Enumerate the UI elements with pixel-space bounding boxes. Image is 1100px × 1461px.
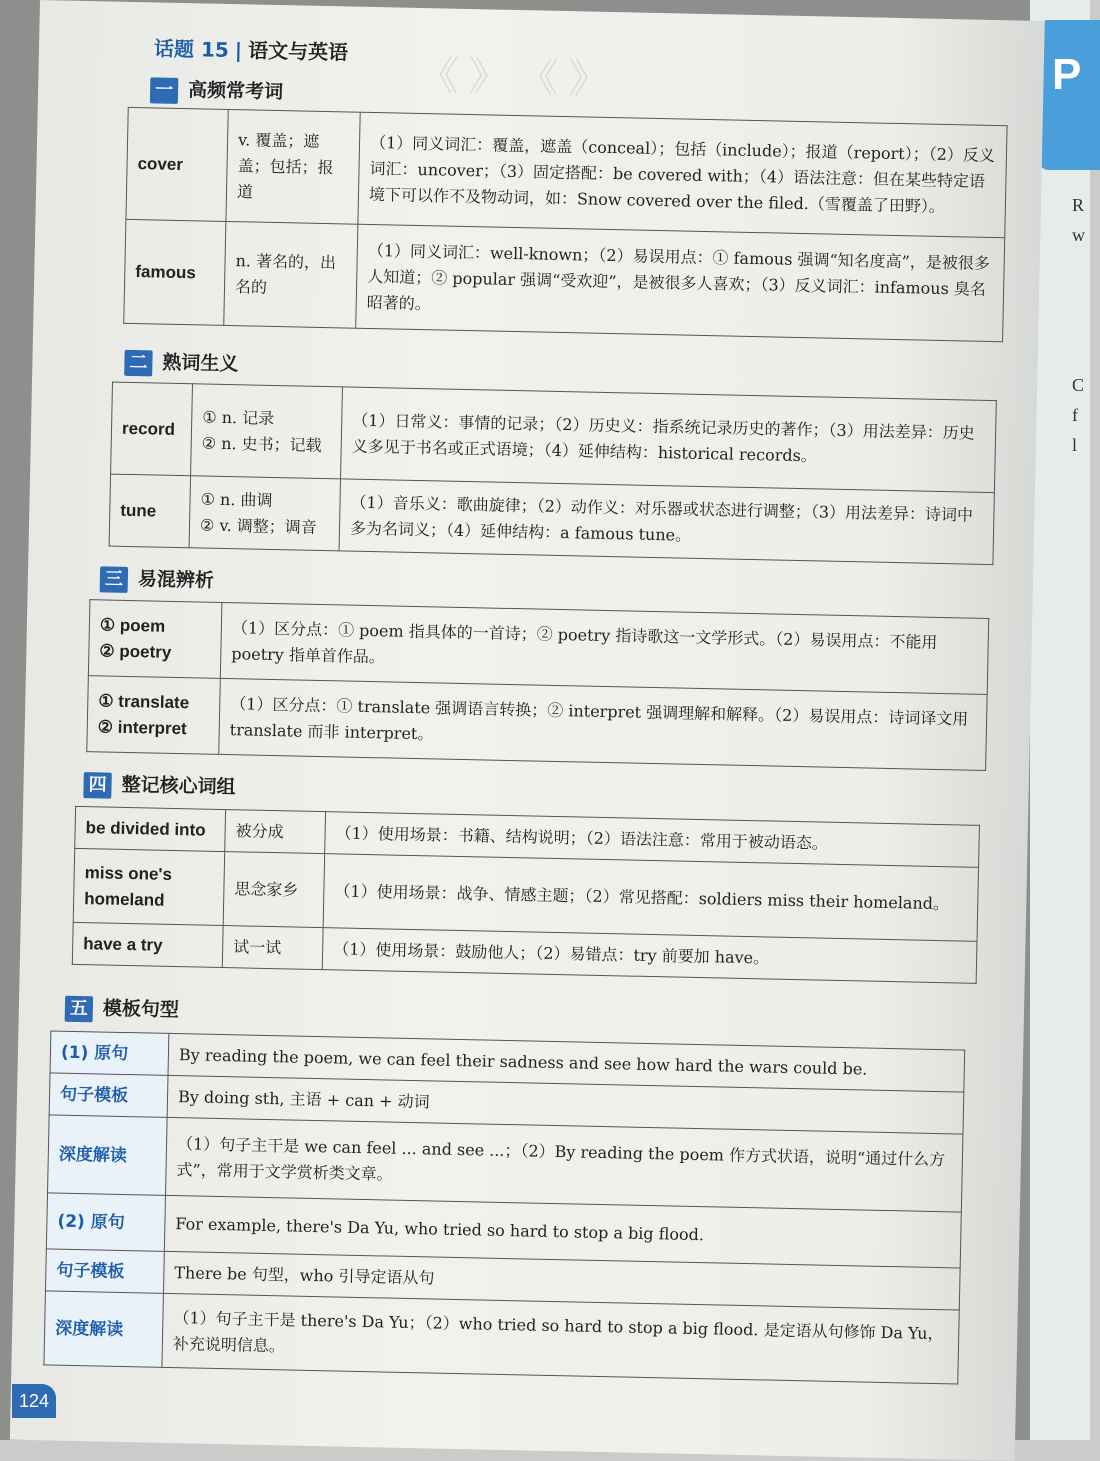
table-core-phrases [72, 806, 980, 984]
table-row: 句子模板 By doing sth, 主语 + can + 动词 [49, 1073, 964, 1134]
table-row: be divided into 被分成 （1）使用场景：书籍、结构说明；（2）语法注意：常用于被动语态。 [75, 806, 980, 867]
page-number: 124 [12, 1384, 56, 1418]
table-row: have a try 试一试 （1）使用场景：鼓励他人；（2）易错点：try 前要加 have。 [72, 922, 977, 983]
table-row: (1) 原句 By reading the poem, we can feel their sadness and see how hard the wars could be. [50, 1031, 965, 1092]
table-row: famous n. 著名的，出名的 （1）同义词汇：well-known；（2）易误用点：① famous 强调“知名度高”，是被很多人知道；② popular 强调“受欢迎”，是被很多人喜欢；（3）反义词汇：infamous 臭名昭著的。 [124, 219, 1005, 341]
section-heading-3: 三 易混辨析 [100, 563, 215, 594]
section-heading-1: 一 高频常考词 [150, 74, 284, 106]
page-header: 话题 15 | 语文与英语 [153, 36, 349, 65]
adjacent-page-tab: P [1040, 20, 1100, 170]
section-heading-2: 二 熟词生义 [124, 347, 239, 378]
table-sentence-templates [43, 1030, 965, 1384]
topic-number: 话题 15 [153, 36, 230, 62]
adjacent-page: P R w C f l [1030, 0, 1090, 1440]
book-page [10, 0, 1045, 1461]
table-row: tune ① n. 曲调 ② v. 调整；调音 （1）音乐义：歌曲旋律；（2）动作义：对乐器或状态进行调整；（3）用法差异：诗词中多为名词义；（4）延伸结构：a famous tune。 [109, 474, 994, 564]
table-confusable-words [86, 599, 989, 771]
table-row: ① poem ② poetry （1）区分点：① poem 指具体的一首诗；② poetry 指诗歌这一文学形式。（2）易误用点：不能用 poetry 指单首作品。 [88, 600, 988, 695]
table-high-frequency-words [123, 107, 1007, 342]
section-heading-4: 四 整记核心词组 [83, 769, 236, 801]
bleed-through-text: 《 》 《 》 [418, 52, 609, 102]
table-row: cover v. 覆盖；遮盖；包括；报道 （1）同义词汇：覆盖，遮盖（conceal）；包括（include）；报道（report）；（2）反义词汇：uncover；（3）固定搭配：be covered with；（4）语法注意：但在某些特定语境下可以作不及物动词，如：Snow covered over the filed.（雪覆盖了田野）。 [126, 107, 1007, 237]
table-row: miss one's homeland 思念家乡 （1）使用场景：战争、情感主题；（2）常见搭配：soldiers miss their homeland。 [73, 848, 978, 941]
table-row: 深度解读 （1）句子主干是 we can feel ... and see ...；（2）By reading the poem 作方式状语，说明“通过什么方式”，常用于文学赏析类文章。 [48, 1115, 963, 1212]
topic-name: 语文与英语 [247, 38, 349, 65]
table-familiar-words-new-meanings [109, 382, 997, 565]
table-row: (2) 原句 For example, there's Da Yu, who tried so hard to stop a big flood. [46, 1193, 961, 1268]
table-row: 句子模板 There be 句型，who 引导定语从句 [45, 1249, 960, 1310]
table-row: record ① n. 记录 ② n. 史书；记载 （1）日常义：事情的记录；（2）历史义：指系统记录历史的著作；（3）用法差异：历史义多见于书名或正式语境；（4）延伸结构：historical records。 [111, 382, 997, 492]
table-row: 深度解读 （1）句子主干是 there's Da Yu；（2）who tried so hard to stop a big flood. 是定语从句修饰 Da Yu，补充说明信息。 [44, 1291, 959, 1384]
table-row: ① translate ② interpret （1）区分点：① translate 强调语言转换；② interpret 强调理解和解释。（2）易误用点：诗词译文用 translate 而非 interpret。 [87, 676, 987, 771]
section-heading-5: 五 模板句型 [65, 993, 180, 1024]
